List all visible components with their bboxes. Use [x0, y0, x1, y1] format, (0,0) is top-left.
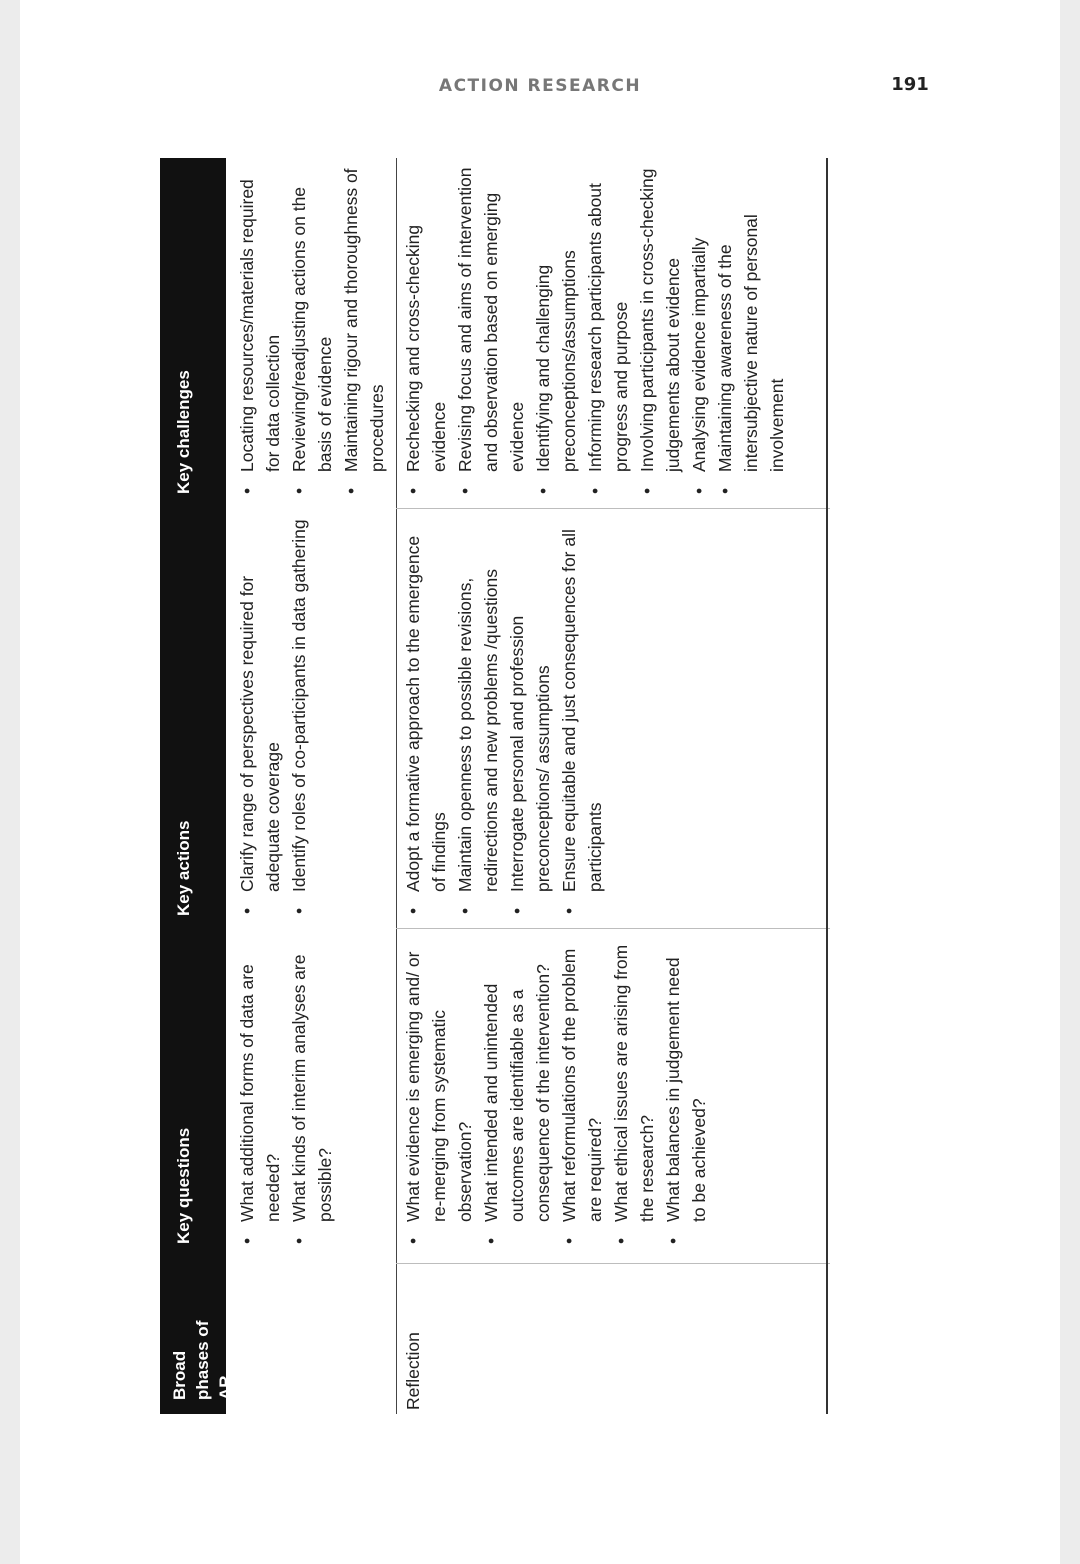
question-item: • What evidence is emerging and/ or re-merging from systematic observation? [400, 944, 478, 1244]
key-actions-cell [400, 519, 608, 914]
header-key-actions: Key actions [174, 820, 193, 916]
question-item: • What balances in judgement need to be achieved? [660, 944, 712, 1244]
page-number: 191 [891, 74, 929, 95]
challenge-item: • Maintaining rigour and thoroughness of procedures [338, 164, 390, 494]
key-challenges-cell [234, 164, 390, 494]
action-item: • Adopt a formative approach to the emergence of findings [400, 519, 452, 914]
header-broad-phases: Broad phases of AR [170, 1320, 235, 1400]
key-challenges-cell [400, 164, 790, 494]
column-divider [396, 508, 830, 509]
table-header [160, 158, 235, 1414]
column-divider [396, 928, 830, 929]
question-item: • What additional forms of data are needed? [234, 944, 286, 1244]
phase-cell: Reflection [403, 1332, 423, 1410]
running-head: ACTION RESEARCH [438, 76, 642, 96]
challenge-item: • Analysing evidence impartially [686, 164, 712, 494]
challenge-item: • Involving participants in cross-checking judgements about evidence [634, 164, 686, 494]
challenge-item: • Locating resources/materials required for data collection [234, 164, 286, 494]
action-item: • Clarify range of perspectives required for adequate coverage [234, 519, 286, 914]
question-item: • What ethical issues are arising from the research? [608, 944, 660, 1244]
challenge-item: • Revising focus and aims of intervention and observation based on emerging evidence [452, 164, 530, 494]
header-key-challenges: Key challenges [174, 370, 193, 494]
key-actions-cell [234, 519, 312, 914]
challenge-item: • Identifying and challenging preconceptions/assumptions [530, 164, 582, 494]
question-item: • What intended and unintended outcomes are identifiable as a consequence of the intervention? [478, 944, 556, 1244]
action-item: • Ensure equitable and just consequences for all participants [556, 519, 608, 914]
action-research-table [160, 158, 830, 1414]
key-questions-cell [234, 944, 338, 1244]
table-bottom-rule [826, 158, 828, 1414]
action-item: • Interrogate personal and profession preconceptions/ assumptions [504, 519, 556, 914]
question-item: • What kinds of interim analyses are possible? [286, 944, 338, 1244]
challenge-item: • Reviewing/readjusting actions on the basis of evidence [286, 164, 338, 494]
action-item: • Maintain openness to possible revisions, redirections and new problems /questions [452, 519, 504, 914]
header-key-questions: Key questions [174, 1127, 193, 1244]
action-item: • Identify roles of co-participants in data gathering [286, 519, 312, 914]
challenge-item: • Rechecking and cross-checking evidence [400, 164, 452, 494]
row-divider [396, 158, 397, 1414]
challenge-item: • Maintaining awareness of the intersubjective nature of personal involvement [712, 164, 790, 494]
column-divider [396, 1263, 830, 1264]
challenge-item: • Informing research participants about progress and purpose [582, 164, 634, 494]
key-questions-cell [400, 944, 712, 1244]
question-item: • What reformulations of the problem are required? [556, 944, 608, 1244]
